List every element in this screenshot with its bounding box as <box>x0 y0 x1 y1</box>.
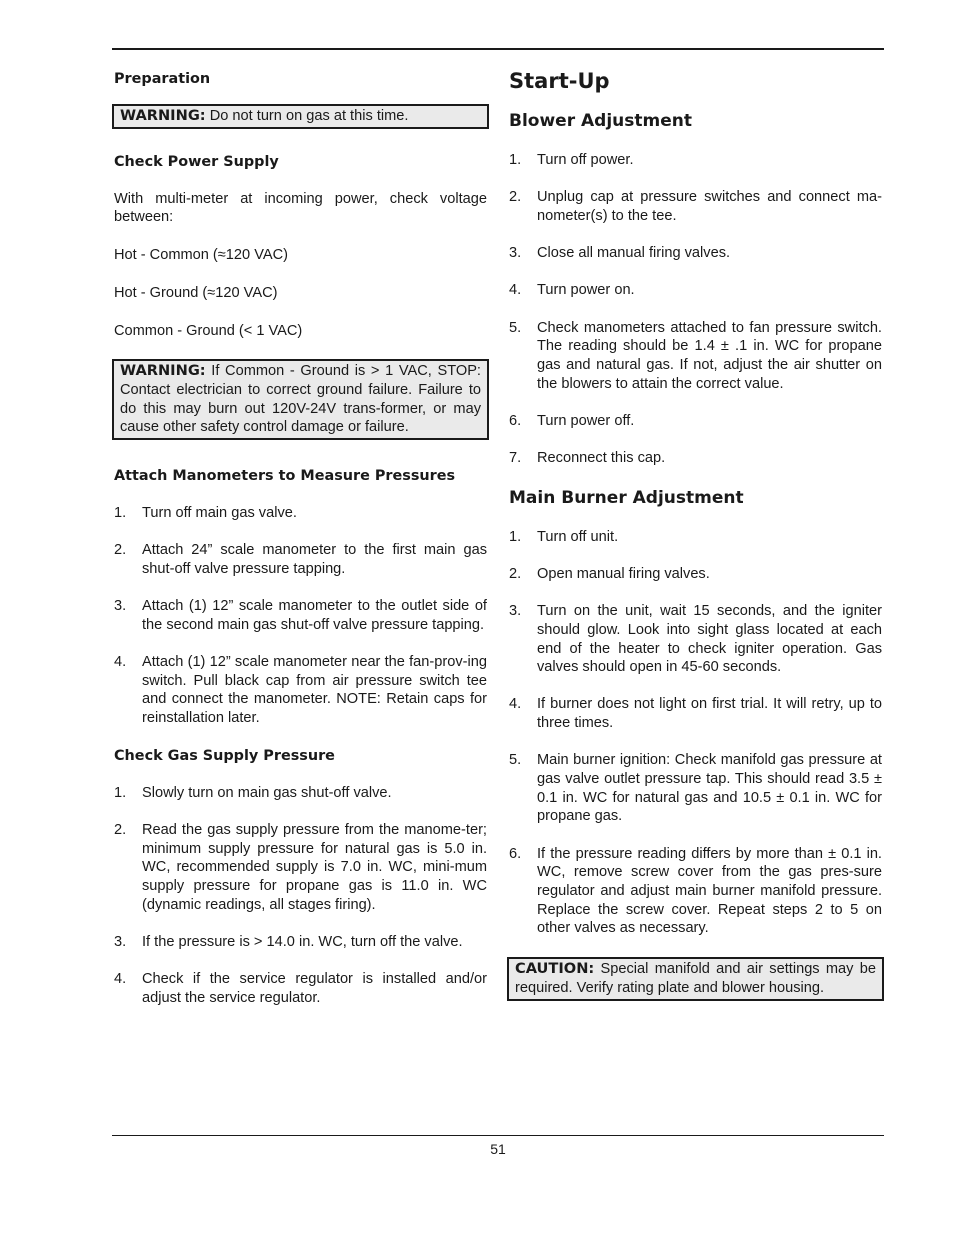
warning-gas-box <box>112 104 489 129</box>
step-text: Turn off main gas valve. <box>142 505 297 522</box>
list-item <box>509 188 882 225</box>
step-number: 1. <box>114 784 127 801</box>
reading-hot-ground: Hot - Ground (≈120 VAC) <box>114 284 278 301</box>
list-item <box>114 653 487 728</box>
list-item <box>114 597 487 634</box>
step-text: If burner does not light on first trial. It will retry, up to three times. <box>537 696 882 732</box>
step-text: Close all manual firing valves. <box>537 245 731 262</box>
step-text: Unplug cap at pressure switches and connect ma-nometer(s) to the tee. <box>537 189 882 224</box>
step-number: 2. <box>114 542 127 559</box>
step-number: 1. <box>509 528 522 545</box>
step-text: Turn on the unit, wait 15 seconds, and the igniter should glow. Look into sight glass located at each end of the heater to check igniter operation. Gas valves should open in 45-60 seconds. <box>537 603 882 676</box>
list-item <box>509 244 882 263</box>
list-item <box>509 695 882 732</box>
check-gas-heading: Check Gas Supply Pressure <box>114 747 335 764</box>
check-power-heading: Check Power Supply <box>114 153 279 170</box>
blower-steps <box>509 151 882 468</box>
list-item <box>114 504 487 523</box>
blower-adjustment-heading: Blower Adjustment <box>509 111 692 131</box>
right-column <box>509 66 882 1001</box>
power-intro: With multi-meter at incoming power, check voltage between: <box>114 190 487 226</box>
list-item <box>509 565 882 584</box>
list-item <box>114 541 487 578</box>
step-number: 5. <box>509 319 522 336</box>
list-item <box>509 412 882 431</box>
step-number: 3. <box>509 603 522 620</box>
warning-text: Do not turn on gas at this time. <box>205 108 409 124</box>
step-number: 6. <box>509 845 522 862</box>
step-text: Turn power off. <box>537 412 635 429</box>
step-text: Main burner ignition: Check manifold gas pressure at gas valve outlet pressure tap. This should read 3.5 ± 0.1 in. WC for natural gas and 10.5 ± 0.1 in. WC for propane gas. <box>537 752 882 825</box>
list-item <box>509 151 882 170</box>
top-rule <box>112 48 884 50</box>
reading-hot-common: Hot - Common (≈120 VAC) <box>114 247 288 264</box>
main-burner-adjustment-heading: Main Burner Adjustment <box>509 487 744 508</box>
warning-ground-box <box>112 359 489 440</box>
list-item <box>114 970 487 1007</box>
step-text: Turn off power. <box>537 152 634 168</box>
list-item <box>114 821 487 915</box>
step-number: 7. <box>509 450 522 467</box>
step-number: 4. <box>114 654 127 671</box>
step-text: If the pressure is > 14.0 in. WC, turn off the valve. <box>142 934 463 951</box>
page-title: Start-Up <box>509 69 610 93</box>
warning-label: WARNING: <box>120 107 206 124</box>
warning-text: If Common - Ground is > 1 VAC, STOP: Contact electrician to correct ground failure. Failure to do this may burn out 120V-24V trans-former, or may cause other safety control damage or failure. <box>120 363 481 436</box>
step-number: 5. <box>509 752 522 769</box>
list-item <box>509 319 882 394</box>
step-number: 3. <box>114 598 127 615</box>
manometer-steps <box>114 504 487 728</box>
warning-label: WARNING: <box>120 362 206 380</box>
page-number: 51 <box>490 1141 506 1157</box>
list-item <box>509 751 882 826</box>
burner-steps <box>509 528 882 938</box>
step-text: If the pressure reading differs by more than ± 0.1 in. WC, remove screw cover from the gas pres-sure regulator and adjust main burner manifold pressure. Replace the screw cover. Repeat steps 2 to 5 on other valves as necessary. <box>537 845 882 937</box>
reading-common-ground: Common - Ground (< 1 VAC) <box>114 322 303 339</box>
list-item <box>509 528 882 547</box>
left-column <box>114 66 487 1008</box>
step-number: 4. <box>114 971 127 988</box>
caution-label: CAUTION: <box>515 960 595 978</box>
step-number: 2. <box>114 822 127 839</box>
step-text: Attach 24” scale manometer to the first main gas shut-off valve pressure tapping. <box>142 542 487 577</box>
step-number: 2. <box>509 565 522 582</box>
list-item <box>114 933 487 952</box>
list-item <box>509 449 882 468</box>
step-text: Reconnect this cap. <box>537 450 666 467</box>
attach-manometers-heading: Attach Manometers to Measure Pressures <box>114 468 456 485</box>
caution-box <box>507 957 884 1000</box>
step-number: 2. <box>509 189 522 206</box>
step-text: Attach (1) 12” scale manometer to the outlet side of the second main gas shut-off valve pressure tapping. <box>142 598 487 633</box>
step-text: Open manual firing valves. <box>537 565 710 582</box>
list-item <box>509 602 882 677</box>
step-number: 1. <box>509 152 522 168</box>
caution-text: Special manifold and air settings may be required. Verify rating plate and blower housing. <box>515 961 876 996</box>
step-text: Slowly turn on main gas shut-off valve. <box>142 784 392 801</box>
step-number: 6. <box>509 412 522 429</box>
step-text: Attach (1) 12” scale manometer near the fan-prov-ing switch. Pull black cap from air pressure switch tee and connect the manometer. NOTE: Retain caps for reinstallation later. <box>142 654 487 727</box>
step-number: 3. <box>114 934 127 951</box>
step-number: 4. <box>509 282 522 299</box>
list-item <box>114 784 487 803</box>
list-item <box>509 281 882 300</box>
list-item <box>509 845 882 939</box>
step-text: Check manometers attached to fan pressure switch. The reading should be 1.4 ± .1 in. WC for propane gas and natural gas. If not, adjust the air shutter on the blowers to attain the correct value. <box>537 319 882 392</box>
step-text: Turn power on. <box>537 282 635 299</box>
step-text: Check if the service regulator is installed and/or adjust the service regulator. <box>142 971 487 1006</box>
gas-supply-steps <box>114 784 487 1008</box>
step-number: 3. <box>509 245 522 262</box>
step-text: Turn off unit. <box>537 528 619 545</box>
step-text: Read the gas supply pressure from the manome-ter; minimum supply pressure for natural gas is 5.0 in. WC, recommended supply is 7.0 in. WC, mini-mum supply pressure for propane gas is 11.0 in. WC (dynamic readings, all stages firing). <box>142 822 487 913</box>
preparation-heading: Preparation <box>114 71 211 87</box>
bottom-rule <box>112 1135 884 1136</box>
step-number: 1. <box>114 505 127 522</box>
step-number: 4. <box>509 696 522 713</box>
